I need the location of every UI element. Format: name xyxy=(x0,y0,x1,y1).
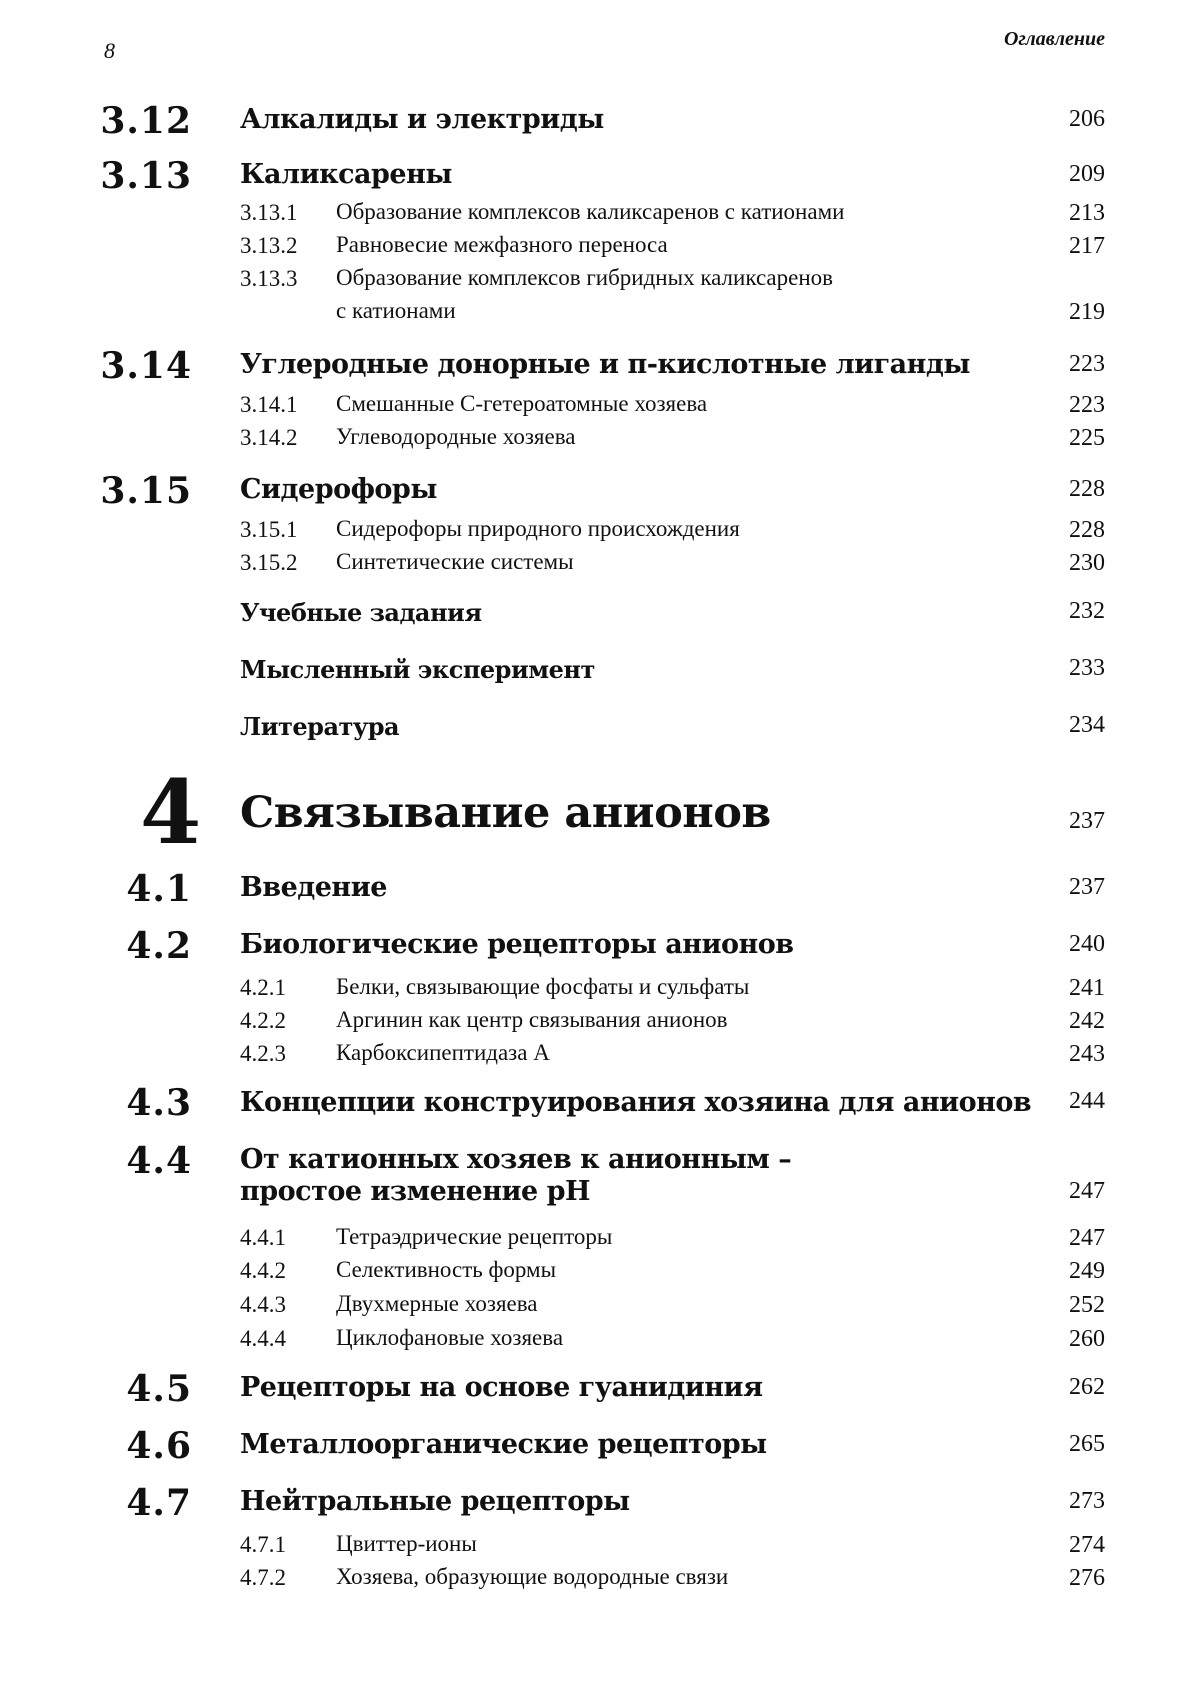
page-ref: 217 xyxy=(1035,233,1105,260)
section-title: Углеродные донорные и π-кислотные лиганды xyxy=(240,349,970,380)
page-ref: 223 xyxy=(1035,392,1105,419)
section-number: 4.3 xyxy=(0,1082,192,1124)
chapter-title: Связывание анионов xyxy=(240,788,771,838)
section-title: Концепции конструирования хозяина для анионов xyxy=(240,1087,1031,1118)
subsection-title: Образование комплексов каликсаренов с катионами xyxy=(336,195,986,229)
subsection-title: Аргинин как центр связывания анионов xyxy=(336,1003,986,1037)
section-title: Алкалиды и электриды xyxy=(240,104,604,135)
subsection-number: 4.2.1 xyxy=(240,975,286,1001)
subsection-number: 4.2.3 xyxy=(240,1041,286,1067)
section-title: Рецепторы на основе гуанидиния xyxy=(240,1372,763,1403)
page-ref: 273 xyxy=(1035,1488,1105,1515)
subsection-title: Синтетические системы xyxy=(336,545,986,579)
section-title: Каликсарены xyxy=(240,159,452,190)
page-ref: 213 xyxy=(1035,200,1105,227)
section-title: Биологические рецепторы анионов xyxy=(240,929,794,960)
page-ref: 228 xyxy=(1035,476,1105,503)
running-title: Оглавление xyxy=(1004,28,1105,51)
entry-title: Учебные задания xyxy=(240,598,482,627)
page-ref: 276 xyxy=(1035,1565,1105,1592)
section-title: Сидерофоры xyxy=(240,474,437,505)
page-ref: 219 xyxy=(1035,299,1105,326)
page-ref: 237 xyxy=(1035,808,1105,835)
subsection-title: Двухмерные хозяева xyxy=(336,1287,986,1321)
page-ref: 240 xyxy=(1035,931,1105,958)
page-ref: 247 xyxy=(1035,1225,1105,1252)
subsection-title: Хозяева, образующие водородные связи xyxy=(336,1560,986,1594)
subsection-title: Смешанные С-гетероатомные хозяева xyxy=(336,387,986,421)
section-number: 4.1 xyxy=(0,868,192,910)
section-title: Металлоорганические рецепторы xyxy=(240,1429,767,1460)
page-ref: 247 xyxy=(1035,1178,1105,1205)
subsection-title: Карбоксипептидаза А xyxy=(336,1036,986,1070)
page-ref: 244 xyxy=(1035,1088,1105,1115)
page-ref: 232 xyxy=(1035,598,1105,625)
section-number: 4.5 xyxy=(0,1368,192,1410)
section-number: 4.2 xyxy=(0,925,192,967)
page-ref: 225 xyxy=(1035,425,1105,452)
subsection-number: 3.14.2 xyxy=(240,425,298,451)
subsection-title: Белки, связывающие фосфаты и сульфаты xyxy=(336,970,986,1004)
subsection-number: 4.4.2 xyxy=(240,1258,286,1284)
chapter-number: 4 xyxy=(140,760,200,864)
entry-title: Литература xyxy=(240,712,399,741)
page-ref: 223 xyxy=(1035,351,1105,378)
subsection-number: 4.7.2 xyxy=(240,1565,286,1591)
section-number: 3.15 xyxy=(0,470,192,512)
section-title: Введение xyxy=(240,872,387,903)
subsection-number: 4.4.4 xyxy=(240,1326,286,1352)
subsection-title: Тетраэдрические рецепторы xyxy=(336,1220,986,1254)
entry-title: Мысленный эксперимент xyxy=(240,655,595,684)
subsection-title: Селективность формы xyxy=(336,1253,986,1287)
subsection-number: 3.13.2 xyxy=(240,233,298,259)
section-title-continued: простое изменение pH xyxy=(240,1176,590,1207)
page-ref: 228 xyxy=(1035,517,1105,544)
page-ref: 243 xyxy=(1035,1041,1105,1068)
subsection-title: Образование комплексов гибридных каликсаренов xyxy=(336,261,986,295)
page-ref: 209 xyxy=(1035,161,1105,188)
page-ref: 206 xyxy=(1035,106,1105,133)
section-number: 3.14 xyxy=(0,345,192,387)
subsection-number: 3.14.1 xyxy=(240,392,298,418)
page-ref: 252 xyxy=(1035,1292,1105,1319)
subsection-title: Углеводородные хозяева xyxy=(336,420,986,454)
page-ref: 262 xyxy=(1035,1374,1105,1401)
page-ref: 241 xyxy=(1035,975,1105,1002)
section-number: 4.7 xyxy=(0,1482,192,1524)
page-ref: 242 xyxy=(1035,1008,1105,1035)
section-title: Нейтральные рецепторы xyxy=(240,1486,630,1517)
section-number: 4.6 xyxy=(0,1425,192,1467)
subsection-number: 3.15.1 xyxy=(240,517,298,543)
subsection-number: 3.15.2 xyxy=(240,550,298,576)
page-ref: 260 xyxy=(1035,1326,1105,1353)
subsection-number: 4.4.3 xyxy=(240,1292,286,1318)
subsection-title: Циклофановые хозяева xyxy=(336,1321,986,1355)
subsection-title: Цвиттер-ионы xyxy=(336,1527,986,1561)
page-ref: 265 xyxy=(1035,1431,1105,1458)
section-title: От катионных хозяев к анионным – xyxy=(240,1144,791,1175)
subsection-title: Равновесие межфазного переноса xyxy=(336,228,986,262)
section-number: 3.13 xyxy=(0,155,192,197)
page-ref: 230 xyxy=(1035,550,1105,577)
section-number: 4.4 xyxy=(0,1140,192,1182)
page-ref: 274 xyxy=(1035,1532,1105,1559)
subsection-number: 4.2.2 xyxy=(240,1008,286,1034)
page-ref: 237 xyxy=(1035,874,1105,901)
subsection-number: 4.4.1 xyxy=(240,1225,286,1251)
subsection-number: 4.7.1 xyxy=(240,1532,286,1558)
subsection-title-continued: с катионами xyxy=(336,294,986,328)
subsection-number: 3.13.3 xyxy=(240,266,298,292)
subsection-title: Сидерофоры природного происхождения xyxy=(336,512,986,546)
page-ref: 233 xyxy=(1035,655,1105,682)
page-ref: 249 xyxy=(1035,1258,1105,1285)
subsection-number: 3.13.1 xyxy=(240,200,298,226)
page-number: 8 xyxy=(104,38,115,64)
table-of-contents xyxy=(0,0,1200,1700)
section-number: 3.12 xyxy=(0,100,192,142)
page-ref: 234 xyxy=(1035,712,1105,739)
